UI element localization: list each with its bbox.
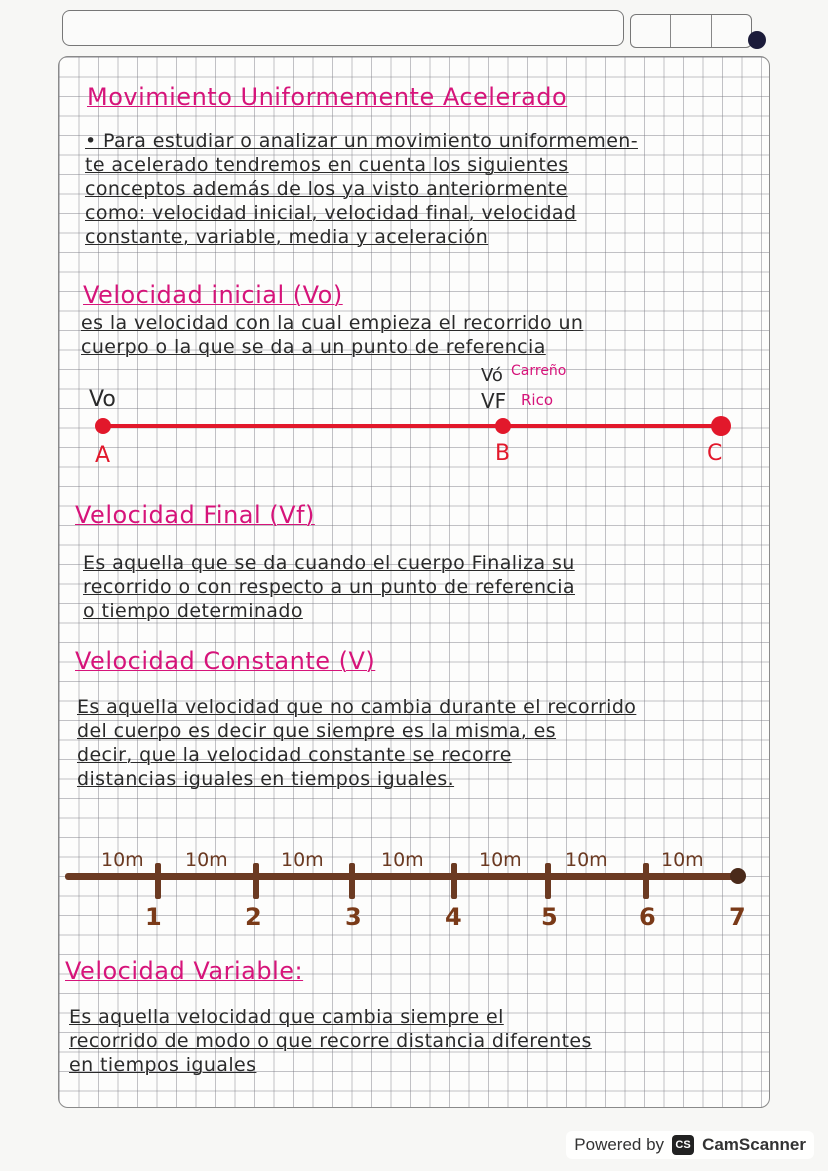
tick-number: 5 bbox=[541, 903, 558, 931]
section-constant-title: Velocidad Constante (V) bbox=[75, 647, 376, 675]
point-a-dot bbox=[95, 418, 111, 434]
distance-line bbox=[65, 873, 741, 880]
section-variable-line: recorrido de modo o que recorre distancia diferentes bbox=[69, 1030, 592, 1052]
section-variable-line: Es aquella velocidad que cambia siempre el bbox=[69, 1006, 504, 1028]
intro-line: como: velocidad inicial, velocidad final, velocidad bbox=[85, 202, 577, 224]
section-constant-line: del cuerpo es decir que siempre es la misma, es bbox=[77, 720, 557, 742]
section-initial-line: cuerpo o la que se da a un punto de referencia bbox=[81, 336, 546, 358]
distance-tick bbox=[253, 863, 259, 899]
vo-b-name: Carreño bbox=[511, 363, 567, 379]
section-final-line: Es aquella que se da cuando el cuerpo Finaliza su bbox=[83, 552, 575, 574]
vf-name: Rico bbox=[521, 391, 554, 409]
powered-by-text: Powered by bbox=[574, 1135, 665, 1154]
section-final-line: o tiempo determinado bbox=[83, 600, 303, 622]
tick-number: 6 bbox=[639, 903, 656, 931]
section-constant-line: Es aquella velocidad que no cambia durante el recorrido bbox=[77, 696, 637, 718]
abc-line bbox=[103, 424, 721, 428]
point-c-label: C bbox=[707, 441, 723, 466]
intro-line: • Para estudiar o analizar un movimiento uniformemen- bbox=[85, 130, 638, 152]
vf-label: VF bbox=[481, 389, 507, 413]
section-variable-line: en tiempos iguales bbox=[69, 1054, 257, 1076]
section-initial-title: Velocidad inicial (Vo) bbox=[83, 281, 343, 309]
intro-line: te acelerado tendremos en cuenta los siguientes bbox=[85, 154, 569, 176]
vo-b-label: Vó bbox=[481, 365, 503, 386]
distance-tick bbox=[349, 863, 355, 899]
distance-tick bbox=[451, 863, 457, 899]
distance-end-dot bbox=[730, 868, 746, 884]
intro-line: conceptos además de los ya visto anteriormente bbox=[85, 178, 568, 200]
tick-number: 7 bbox=[729, 903, 746, 931]
tick-number: 2 bbox=[245, 903, 262, 931]
distance-tick bbox=[545, 863, 551, 899]
scanner-footer bbox=[566, 1131, 814, 1159]
page-dot-marker bbox=[748, 31, 766, 49]
section-final-line: recorrido o con respecto a un punto de referencia bbox=[83, 576, 575, 598]
segment-label: 10m bbox=[101, 849, 144, 871]
tick-number: 4 bbox=[445, 903, 462, 931]
segment-label: 10m bbox=[185, 849, 228, 871]
segment-label: 10m bbox=[565, 849, 608, 871]
vo-label: Vo bbox=[89, 387, 116, 412]
intro-line: constante, variable, media y aceleración bbox=[85, 226, 489, 248]
tick-number: 3 bbox=[345, 903, 362, 931]
camscanner-brand: CamScanner bbox=[702, 1135, 806, 1154]
section-constant-line: decir, que la velocidad constante se recorre bbox=[77, 744, 512, 766]
section-constant-line: distancias iguales en tiempos iguales. bbox=[77, 768, 455, 790]
section-variable-title: Velocidad Variable: bbox=[65, 957, 304, 985]
distance-tick bbox=[155, 863, 161, 899]
section-initial-line: es la velocidad con la cual empieza el recorrido un bbox=[81, 312, 584, 334]
point-c-dot bbox=[711, 416, 731, 436]
point-a-label: A bbox=[95, 443, 111, 468]
point-b-label: B bbox=[495, 441, 511, 466]
date-box bbox=[630, 14, 752, 48]
camscanner-logo-icon: CS bbox=[672, 1135, 694, 1155]
page-header-field bbox=[62, 10, 624, 46]
segment-label: 10m bbox=[479, 849, 522, 871]
section-final-title: Velocidad Final (Vf) bbox=[75, 501, 315, 529]
page-title: Movimiento Uniformemente Acelerado bbox=[87, 83, 568, 111]
segment-label: 10m bbox=[381, 849, 424, 871]
segment-label: 10m bbox=[281, 849, 324, 871]
notebook-page bbox=[58, 56, 770, 1108]
point-b-dot bbox=[495, 418, 511, 434]
segment-label: 10m bbox=[661, 849, 704, 871]
tick-number: 1 bbox=[145, 903, 162, 931]
distance-tick bbox=[643, 863, 649, 899]
